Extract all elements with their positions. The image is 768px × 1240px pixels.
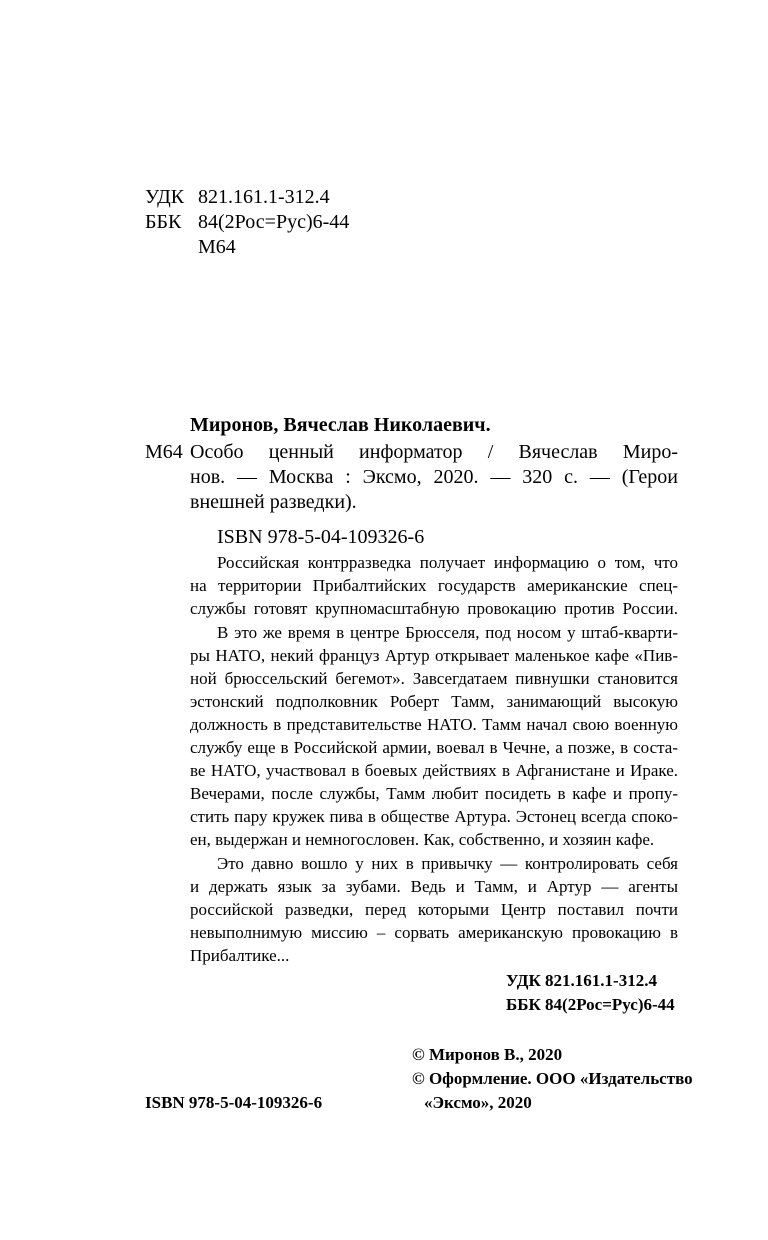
- udk-label: УДК: [145, 186, 185, 208]
- bbk-value: 84(2Рос=Рус)6-44: [198, 211, 350, 233]
- annotation-udk: УДК 821.161.1-312.4: [506, 971, 657, 990]
- annotation-line: Вечерами, после службы, Тамм любит посидеть в кафе и пропу-: [190, 784, 678, 803]
- annotation-line: Это давно вошло у них в привычку — контролировать себя: [217, 854, 678, 873]
- record-author-mark: М64: [145, 441, 183, 463]
- annotation-line: стить пару кружек пива в обществе Артура. Эстонец всегда споко-: [190, 807, 678, 826]
- annotation-line: российской разведки, перед которыми Центр поставил почти: [190, 900, 678, 919]
- copyright-line: © Миронов В., 2020: [412, 1045, 563, 1064]
- copyright-line: «Эксмо», 2020: [424, 1093, 532, 1112]
- annotation-line: эстонский подполковник Роберт Тамм, занимающий высокую: [190, 692, 678, 711]
- annotation-line: Российская контрразведка получает информацию о том, что: [217, 553, 678, 572]
- record-line: внешней разведки).: [190, 491, 357, 513]
- annotation-line: службу еще в Российской армии, воевал в Чечне, а позже, в соста-: [190, 738, 678, 757]
- annotation-line: Прибалтике...: [190, 946, 290, 965]
- record-line: нов. — Москва : Эксмо, 2020. — 320 с. — (Герои: [190, 466, 678, 488]
- annotation-line: невыполнимую миссию – сорвать американскую провокацию в: [190, 923, 678, 942]
- annotation-line: и держать язык за зубами. Ведь и Тамм, и Артур — агенты: [190, 877, 678, 896]
- annotation-line: на территории Прибалтийских государств американские спец-: [190, 576, 678, 595]
- author-heading: Миронов, Вячеслав Николаевич.: [190, 414, 491, 436]
- bbk-label: ББК: [145, 211, 182, 233]
- footer-isbn: ISBN 978-5-04-109326-6: [145, 1093, 323, 1112]
- record-isbn: ISBN 978-5-04-109326-6: [217, 526, 425, 548]
- annotation-line: ен, выдержан и немногословен. Как, собственно, и хозяин кафе.: [190, 830, 655, 849]
- annotation-line: ной брюссельский бегемот». Завсегдатаем пивнушки становится: [190, 669, 678, 688]
- annotation-line: В это же время в центре Брюсселя, под носом у штаб-кварти-: [217, 623, 678, 642]
- annotation-bbk: ББК 84(2Рос=Рус)6-44: [506, 995, 675, 1014]
- annotation-line: ры НАТО, некий француз Артур открывает маленькое кафе «Пив-: [190, 646, 678, 665]
- udk-value: 821.161.1-312.4: [198, 186, 330, 208]
- annotation-line: должность в представительстве НАТО. Тамм начал свою военную: [190, 715, 678, 734]
- author-mark: М64: [198, 236, 236, 258]
- record-line: Особо ценный информатор / Вячеслав Миро-: [190, 441, 678, 463]
- annotation-line: ве НАТО, участвовал в боевых действиях в Афганистане и Ираке.: [190, 761, 678, 780]
- copyright-line: © Оформление. ООО «Издательство: [412, 1069, 693, 1088]
- annotation-line: службы готовят крупномасштабную провокацию против России.: [190, 599, 678, 618]
